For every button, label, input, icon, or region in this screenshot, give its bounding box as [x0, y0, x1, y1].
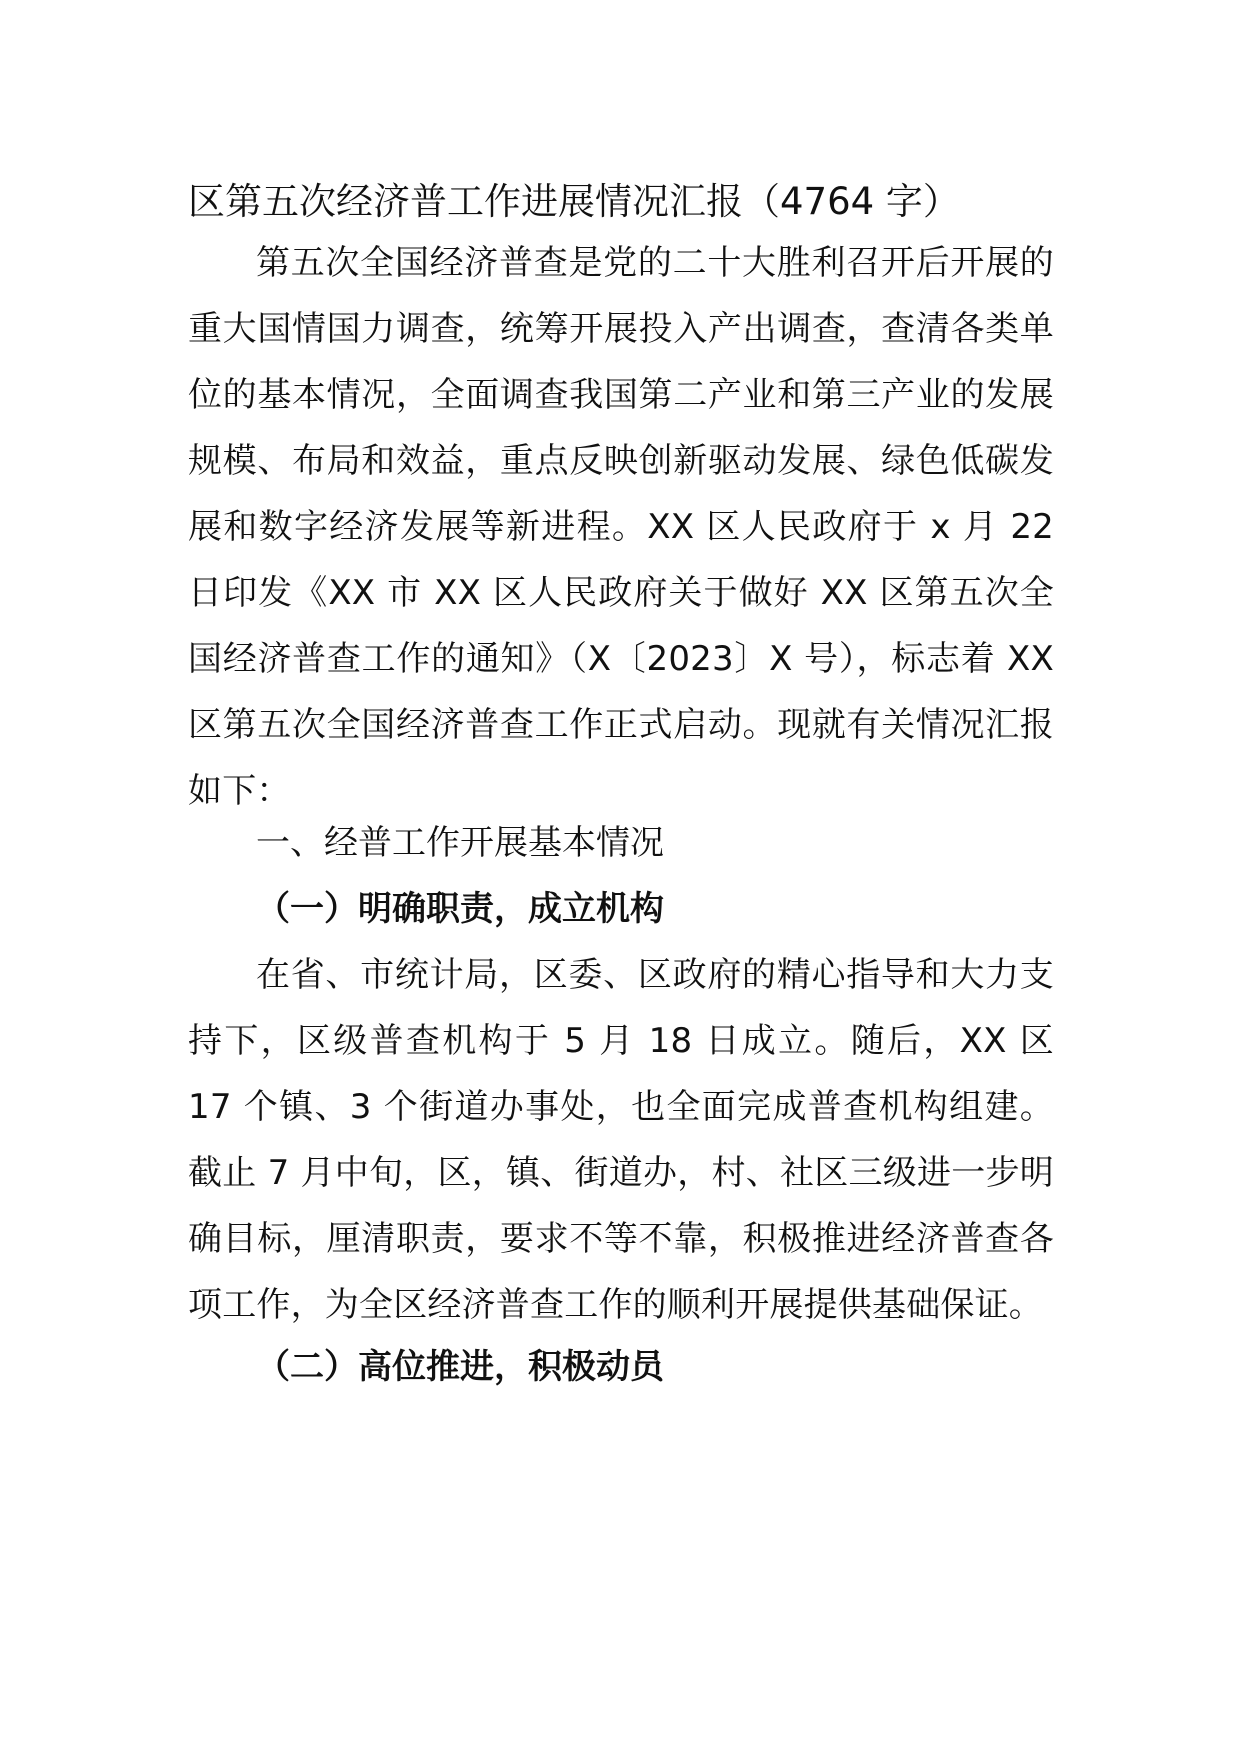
- document-title: 区第五次经济普工作进展情况汇报（4764 字）: [188, 180, 960, 223]
- subsection-heading-promotion: （二）高位推进，积极动员: [256, 1347, 664, 1387]
- subsection-1-paragraph: 在省、市统计局，区委、区政府的精心指导和大力支持下，区级普查机构于 5 月 18 日成立。随后，XX 区 17 个镇、3 个街道办事处，也全面完成普查机构组建。截止 7 月中旬，区，镇、街道办，村、社区三级进一步明确目标，厘清职责，要求不等不靠，积极推进经济普查各项工作，为全区经济普查工作的顺利开展提供基础保证。: [188, 955, 1054, 1325]
- intro-paragraph: 第五次全国经济普查是党的二十大胜利召开后开展的重大国情国力调查，统筹开展投入产出调查，查清各类单位的基本情况，全面调查我国第二产业和第三产业的发展规模、布局和效益，重点反映创新驱动发展、绿色低碳发展和数字经济发展等新进程。XX 区人民政府于 x 月 22 日印发《XX 市 XX 区人民政府关于做好 XX 区第五次全国经济普查工作的通知》（X〔2023〕X 号），标志着 XX 区第五次全国经济普查工作正式启动。现就有关情况汇报如下：: [188, 243, 1054, 811]
- section-heading-basic-situation: 一、经普工作开展基本情况: [256, 823, 664, 863]
- subsection-heading-responsibilities: （一）明确职责，成立机构: [256, 889, 664, 929]
